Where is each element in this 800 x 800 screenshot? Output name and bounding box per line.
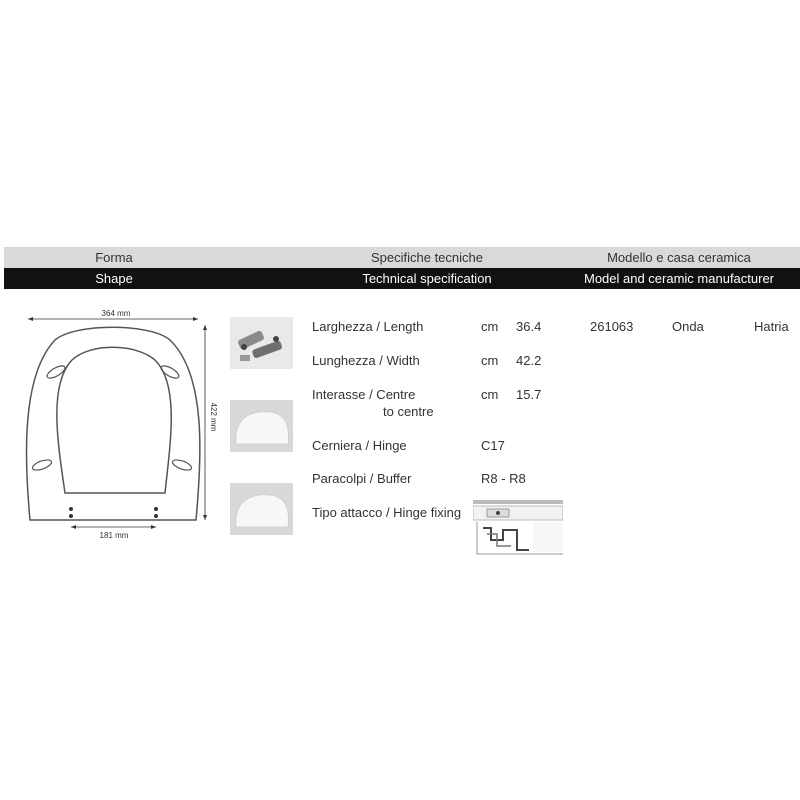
spec-width-unit: cm: [481, 353, 499, 368]
buffer-image-1: [230, 400, 293, 452]
spec-centre-unit: cm: [481, 387, 499, 402]
spec-hinge-fixing-label: Tipo attacco / Hinge fixing: [312, 505, 462, 520]
spec-length-value: 36.4: [516, 319, 542, 334]
model-name: Onda: [672, 319, 704, 334]
header-shape-en: Shape: [95, 271, 133, 286]
spec-hinge-label: Cerniera / Hinge: [312, 438, 407, 453]
width-dimension-label: 364 mm: [101, 309, 131, 318]
buffer-image-2: [230, 483, 293, 535]
spec-width-value: 42.2: [516, 353, 542, 368]
hinge-distance-label: 181 mm: [99, 531, 129, 540]
spec-width-label: Lunghezza / Width: [312, 353, 420, 368]
hinge-fixing-diagram: [473, 500, 563, 560]
hinge-image: [230, 317, 293, 369]
spec-centre-label-line1: Interasse / Centre: [312, 387, 416, 402]
header-spec-en: Technical specification: [362, 271, 492, 286]
spec-length-unit: cm: [481, 319, 499, 334]
model-manufacturer: Hatria: [754, 319, 789, 334]
spec-buffer-value: R8 - R8: [481, 471, 526, 486]
header-row-english: [4, 268, 800, 289]
header-spec-it: Specifiche tecniche: [370, 250, 483, 265]
header-model-en: Model and ceramic manufacturer: [583, 271, 775, 286]
header-shape-it: Forma: [95, 250, 133, 265]
height-dimension-label: 422 mm: [209, 402, 218, 432]
spec-hinge-value: C17: [481, 438, 505, 453]
spec-length-label: Larghezza / Length: [312, 319, 424, 334]
header-model-it: Modello e casa ceramica: [607, 250, 751, 265]
seat-shape-drawing: [20, 305, 220, 550]
spec-centre-value: 15.7: [516, 387, 542, 402]
model-code: 261063: [590, 319, 634, 334]
spec-centre-label-line2: to centre: [383, 404, 434, 419]
header-row-italian: [4, 247, 800, 268]
spec-buffer-label: Paracolpi / Buffer: [312, 471, 412, 486]
